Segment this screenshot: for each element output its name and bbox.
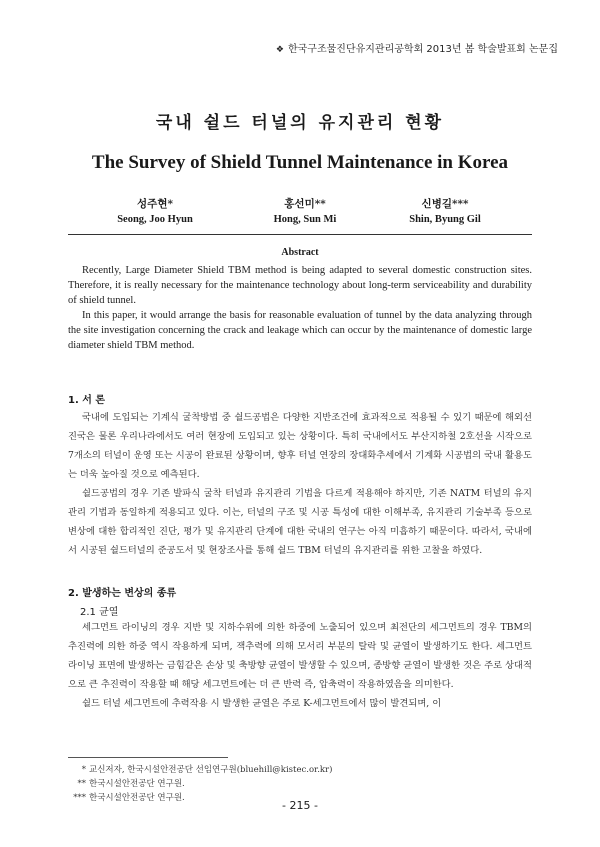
footnote — [68, 763, 532, 777]
title-divider — [68, 234, 532, 235]
footnote-marker: * — [81, 765, 86, 775]
footnote-marker: *** — [73, 793, 86, 803]
author-3-english: Shin, Byung Gil — [409, 214, 481, 225]
body-paragraph: 쉴드 터널 세그먼트에 추력작용 시 발생한 균열은 주로 K-세그먼트에서 많이 발견되며, 이 — [82, 698, 442, 709]
footnote-divider — [68, 757, 228, 758]
proceedings-header — [250, 40, 558, 55]
korean-title: 국내 쉴드 터널의 유지관리 현황 — [155, 113, 445, 133]
author-list — [100, 196, 540, 230]
author-1-english: Seong, Joo Hyun — [117, 214, 193, 225]
footnote-text: 한국시설안전공단 연구원. — [89, 793, 185, 803]
author-1-korean: 성주현* — [137, 198, 173, 210]
abstract-paragraph: Recently, Large Diameter Shield TBM method is being adapted to several domestic construction sites. Therefore, it is really necessary for the maintenance technology about long-term serviceability and durability of shield tunnel. — [68, 265, 532, 306]
author-2 — [250, 196, 360, 228]
author-3 — [385, 196, 505, 228]
abstract-paragraph: In this paper, it would arrange the basis for reasonable evaluation of tunnel by the data analyzing through the site investigation concerning the crack and leakage which can occur by the maintenance of domestic large diameter shield TBM method. — [68, 310, 532, 351]
english-title: The Survey of Shield Tunnel Maintenance in Korea — [91, 152, 509, 173]
author-3-korean: 신병길*** — [421, 198, 469, 210]
section-heading-phenomena: 2. 발생하는 변상의 종류 — [68, 588, 177, 599]
abstract-heading: Abstract — [281, 247, 319, 258]
section-heading-introduction: 1. 서 론 — [68, 395, 106, 406]
body-paragraph: 세그먼트 라이닝의 경우 지반 및 지하수위에 의한 하중에 노출되어 있으며 최전단의 세그먼트의 경우 TBM의 추진력에 의한 하중 역시 작용하게 되며, 잭추력에 의해 모서리 부분의 탈락 및 균열이 발생하기도 한다. 세그먼트 라이닝 표면에 발생하는 금힘같은 손상 및 축방향 균열이 발생할 수 있으며, 종방향 균열이 발생한 것은 주로 상대적으로 큰 추진력이 작용할 때 해당 세그먼트에는 더 큰 반력 즉, 압축력이 작용하였음을 의미한다. — [68, 622, 532, 690]
footnote-text: 교신저자, 한국시설안전공단 선임연구원(bluehill@kistec.or.kr) — [89, 765, 333, 775]
proceedings-title: 한국구조물진단유지관리공학회 2013년 봄 학술발표회 논문집 — [287, 44, 558, 55]
crack-body — [68, 618, 532, 713]
footnote-marker: ** — [77, 779, 86, 789]
conference-logo-icon: ❖ — [275, 45, 284, 55]
body-paragraph: 국내에 도입되는 기계식 굴착방법 중 쉴드공법은 다양한 지반조건에 효과적으로 적용될 수 있기 때문에 해외선진국은 물론 우리나라에서도 여러 현장에 도입되고 있는 상황이다. 특히 국내에서도 부산지하철 2호선을 시작으로 7개소의 터널이 운영 또는 시공이 완료된 상황이며, 향후 터널 연장의 장대화추세에서 기계화 시공법의 국내 활용도는 더욱 높아질 것으로 예측된다. — [68, 412, 532, 480]
author-2-english: Hong, Sun Mi — [273, 214, 337, 225]
author-2-korean: 홍선미** — [284, 198, 326, 210]
subsection-heading-crack: 2.1 균열 — [80, 607, 119, 618]
introduction-body — [68, 408, 532, 560]
body-paragraph: 쉴드공법의 경우 기존 발파식 굴착 터널과 유지관리 기법을 다르게 적용해야 하지만, 기존 NATM 터널의 유지관리 기법과 동일하게 적용되고 있다. 이는, 터널의 구조 및 시공 특성에 대한 이해부족, 유지관리 기술부족 등으로 변상에 대한 합리적인 진단, 평가 및 유지관리 단계에 대한 국내의 연구는 아직 미흡하기 때문이다. 따라서, 국내에서 시공된 쉴드터널의 준공도서 및 현장조사를 통해 쉴드 TBM 터널의 유지관리를 위한 고찰을 하였다. — [68, 488, 532, 556]
footnote — [68, 777, 532, 791]
footnote-text: 한국시설안전공단 연구원. — [89, 779, 185, 789]
page-number: - 215 - — [282, 799, 318, 812]
abstract-body — [68, 263, 532, 353]
author-1 — [100, 196, 210, 228]
